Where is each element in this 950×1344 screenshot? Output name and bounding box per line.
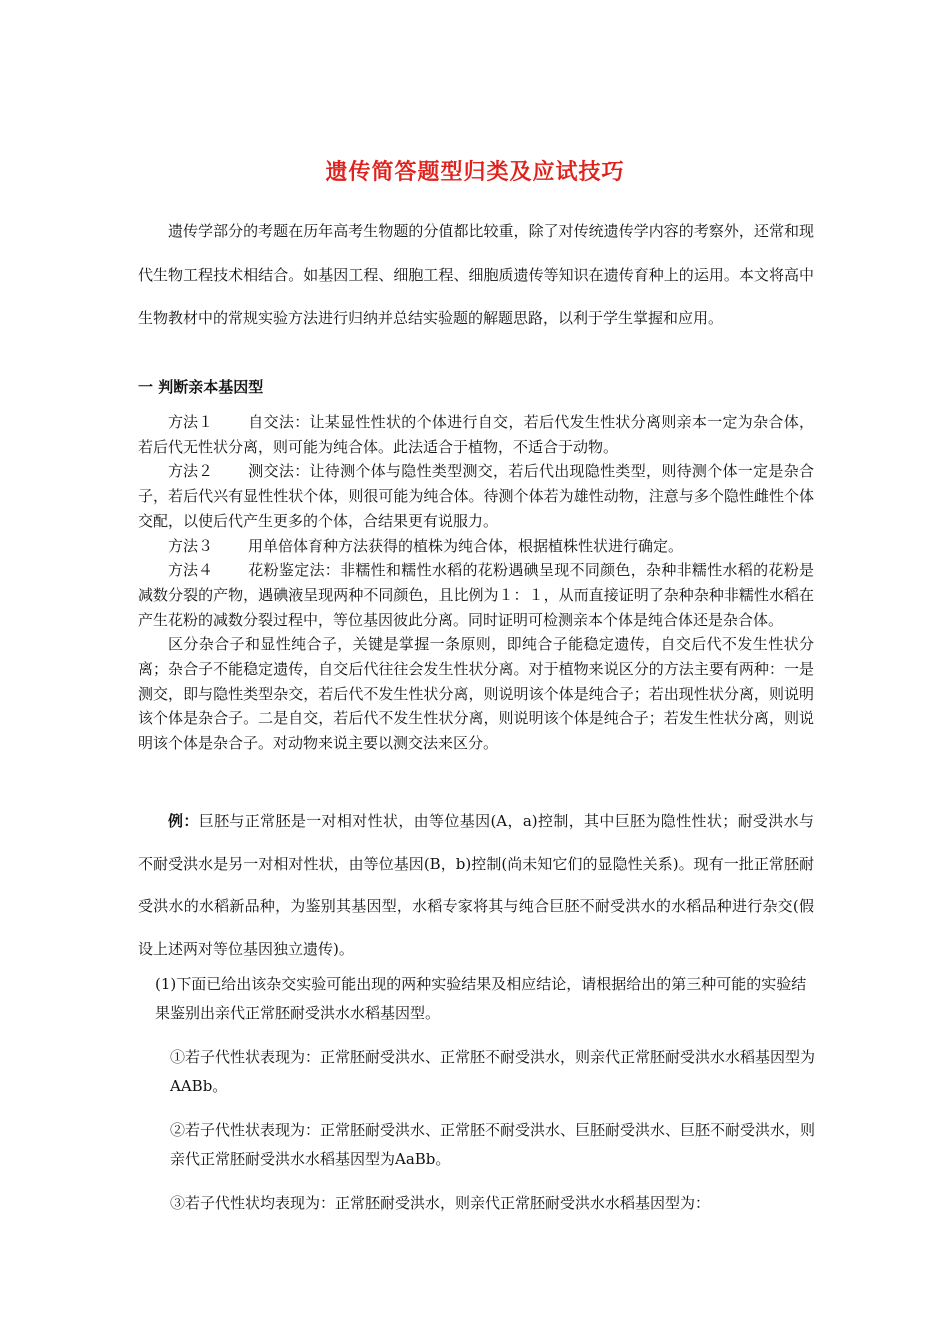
method-text: 自交法：让某显性性状的个体进行自交，若后代发生性状分离则亲本一定为杂合体，若后代无性状分离，则可能为纯合体。此法适合于植物，不适合于动物。: [138, 413, 814, 456]
example-label: 例：: [168, 812, 199, 830]
method-1: [138, 410, 814, 459]
example-paragraph: [138, 800, 814, 971]
summary-paragraph: 区分杂合子和显性纯合子，关键是掌握一条原则，即纯合子能稳定遗传，自交后代不发生性状分离；杂合子不能稳定遗传，自交后代往往会发生性状分离。对于植物来说区分的方法主要有两种：一是测交，即与隐性类型杂交，若后代不发生性状分离，则说明该个体是纯合子；若出现性状分离，则说明该个体是杂合子。二是自交，若后代不发生性状分离，则说明该个体是纯合子；若发生性状分离，则说明该个体是杂合子。对动物来说主要以测交法来区分。: [138, 635, 814, 753]
method-label: 方法３: [168, 536, 214, 555]
method-label: 方法２: [168, 462, 214, 481]
method-text: 测交法：让待测个体与隐性类型测交，若后代出现隐性类型，则待测个体一定是杂合子，若后代兴有显性性状个体，则很可能为纯合体。待测个体若为雄性动物，注意与多个隐性雌性个体交配，以使后代产生更多的个体，合结果更有说服力。: [138, 462, 814, 530]
method-label: 方法４: [168, 561, 214, 580]
method-2: [138, 459, 814, 533]
methods-block: [138, 410, 814, 756]
example-text: 巨胚与正常胚是一对相对性状，由等位基因(A，a)控制，其中巨胚为隐性性状；耐受洪水与不耐受洪水是另一对相对性状，由等位基因(B，b)控制(尚未知它们的显隐性关系)。现有一批正常胚耐受洪水的水稻新品种，为鉴别其基因型，水稻专家将其与纯合巨胚不耐受洪水的水稻品种进行杂交(假设上述两对等位基因独立遗传)。: [138, 812, 814, 959]
result-item-1: ①若子代性状表现为：正常胚耐受洪水、正常胚不耐受洪水，则亲代正常胚耐受洪水水稻基因型为AABb。: [170, 1048, 816, 1095]
page-title: 遗传简答题型归类及应试技巧: [325, 160, 625, 185]
question-1: [155, 970, 815, 1028]
section-heading: 一 判断亲本基因型: [138, 378, 264, 396]
method-4: [138, 558, 814, 632]
result-item-3: ③若子代性状均表现为：正常胚耐受洪水，则亲代正常胚耐受洪水水稻基因型为：: [170, 1194, 711, 1212]
result-item-2: ②若子代性状表现为：正常胚耐受洪水、正常胚不耐受洪水、巨胚耐受洪水、巨胚不耐受洪水，则亲代正常胚耐受洪水水稻基因型为AaBb。: [170, 1121, 816, 1168]
method-3: [138, 534, 814, 559]
question-text: (1)下面已给出该杂交实验可能出现的两种实验结果及相应结论，请根据给出的第三种可能的实验结果鉴别出亲代正常胚耐受洪水水稻基因型。: [155, 975, 807, 1022]
method-text: 用单倍体育种方法获得的植株为纯合体，根据植株性状进行确定。: [248, 536, 684, 555]
method-label: 方法１: [168, 413, 214, 431]
method-text: 花粉鉴定法：非糯性和糯性水稻的花粉遇碘呈现不同颜色，杂种非糯性水稻的花粉是减数分裂的产物，遇碘液呈现两种不同颜色，且比例为１：１，从而直接证明了杂种杂种非糯性水稻在产生花粉的减数分裂过程中，等位基因彼此分离。同时证明可检测亲本个体是纯合体还是杂合体。: [138, 561, 814, 629]
intro-paragraph: 遗传学部分的考题在历年高考生物题的分值都比较重，除了对传统遗传学内容的考察外，还常和现代生物工程技术相结合。如基因工程、细胞工程、细胞质遗传等知识在遗传育种上的运用。本文将高中生物教材中的常规实验方法进行归纳并总结实验题的解题思路，以利于学生掌握和应用。: [138, 222, 814, 327]
